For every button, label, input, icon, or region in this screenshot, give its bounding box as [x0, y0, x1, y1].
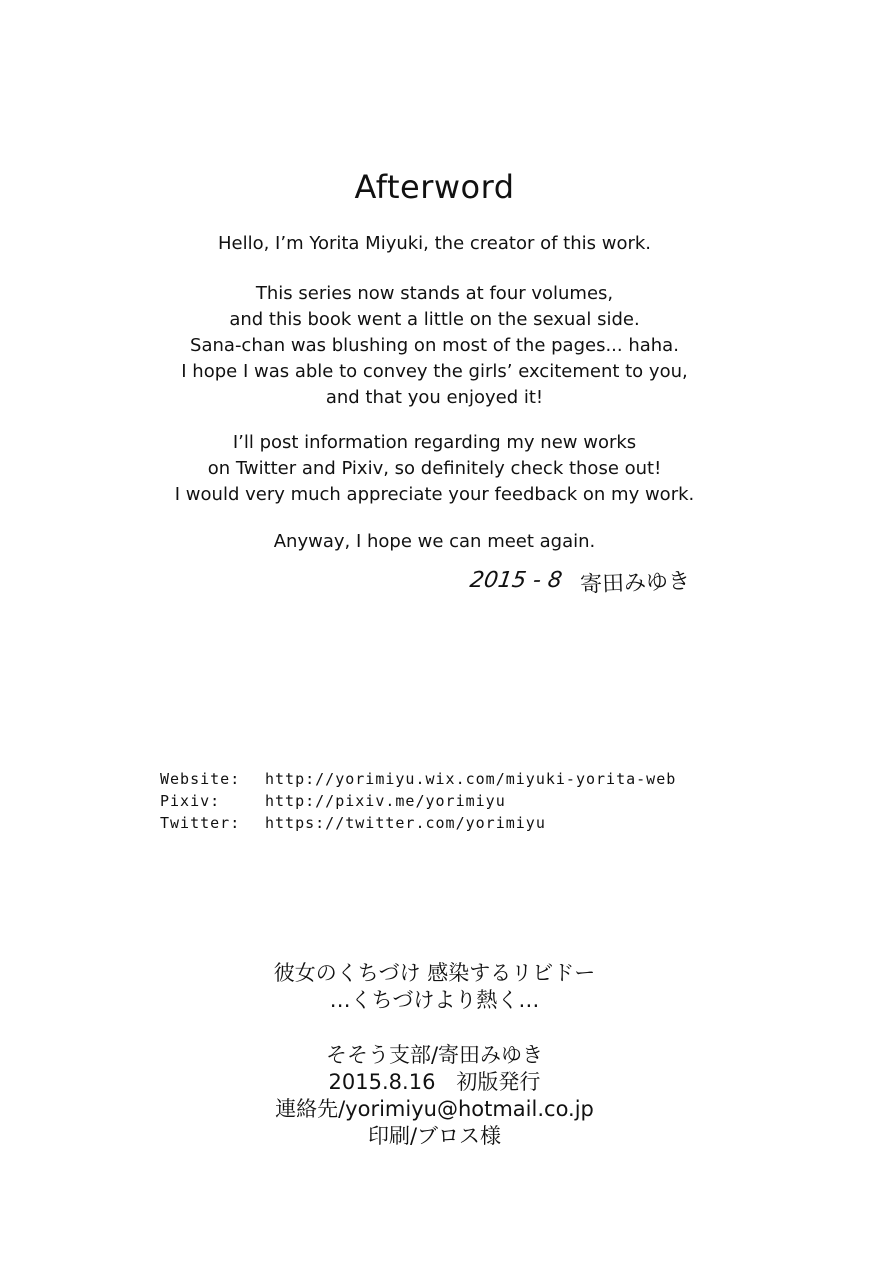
printer-line: 印刷/ブロス様 [367, 1124, 502, 1148]
paragraph-line: This series now stands at four volumes, [255, 283, 614, 304]
author-links [160, 768, 676, 834]
paragraph-line: on Twitter and Pixiv, so definitely check those out! [207, 458, 662, 479]
paragraph-line: Hello, I’m Yorita Miyuki, the creator of this work. [217, 233, 652, 254]
paragraph-line: I hope I was able to convey the girls’ excitement to you, [181, 361, 688, 382]
circle-author-line: そそう支部/寄田みゆき [325, 1043, 544, 1067]
paragraph-line: Sana-chan was blushing on most of the pages... haha. [190, 335, 679, 356]
twitter-link[interactable]: https://twitter.com/yorimiyu [265, 814, 546, 832]
afterword-paragraph-info [0, 430, 869, 508]
website-link[interactable]: http://yorimiyu.wix.com/miyuki-yorita-web [265, 770, 677, 788]
afterword-paragraph-series [0, 281, 869, 411]
pixiv-link[interactable]: http://pixiv.me/yorimiyu [265, 792, 506, 810]
paragraph-line: I would very much appreciate your feedback on my work. [174, 484, 695, 505]
book-subtitle-line: …くちづけより熱く… [329, 988, 540, 1012]
book-title-line: 彼女のくちづけ 感染するリビドー [273, 961, 596, 985]
link-row-pixiv [160, 790, 676, 812]
link-row-twitter [160, 812, 676, 834]
paragraph-line: I’ll post information regarding my new works [232, 432, 637, 453]
publication-date-line: 2015.8.16 初版発行 [328, 1070, 541, 1094]
signature-date: 2015 - 8 [468, 568, 564, 593]
afterword-paragraph-intro [0, 231, 869, 257]
afterword-paragraph-closing [0, 529, 869, 555]
afterword-title: Afterword [354, 168, 515, 206]
handwritten-signature [470, 566, 700, 606]
paragraph-line: and this book went a little on the sexual side. [229, 309, 640, 330]
link-label: Pixiv: [160, 792, 221, 810]
colophon-publication-info [0, 1042, 869, 1150]
colophon-book-title [0, 960, 869, 1014]
paragraph-line: and that you enjoyed it! [325, 387, 544, 408]
signature-name: 寄田みゆき [579, 569, 691, 598]
link-label: Website: [160, 770, 241, 788]
link-row-website [160, 768, 676, 790]
paragraph-line: Anyway, I hope we can meet again. [273, 531, 596, 552]
link-label: Twitter: [160, 814, 241, 832]
contact-line: 連絡先/yorimiyu@hotmail.co.jp [275, 1097, 594, 1121]
